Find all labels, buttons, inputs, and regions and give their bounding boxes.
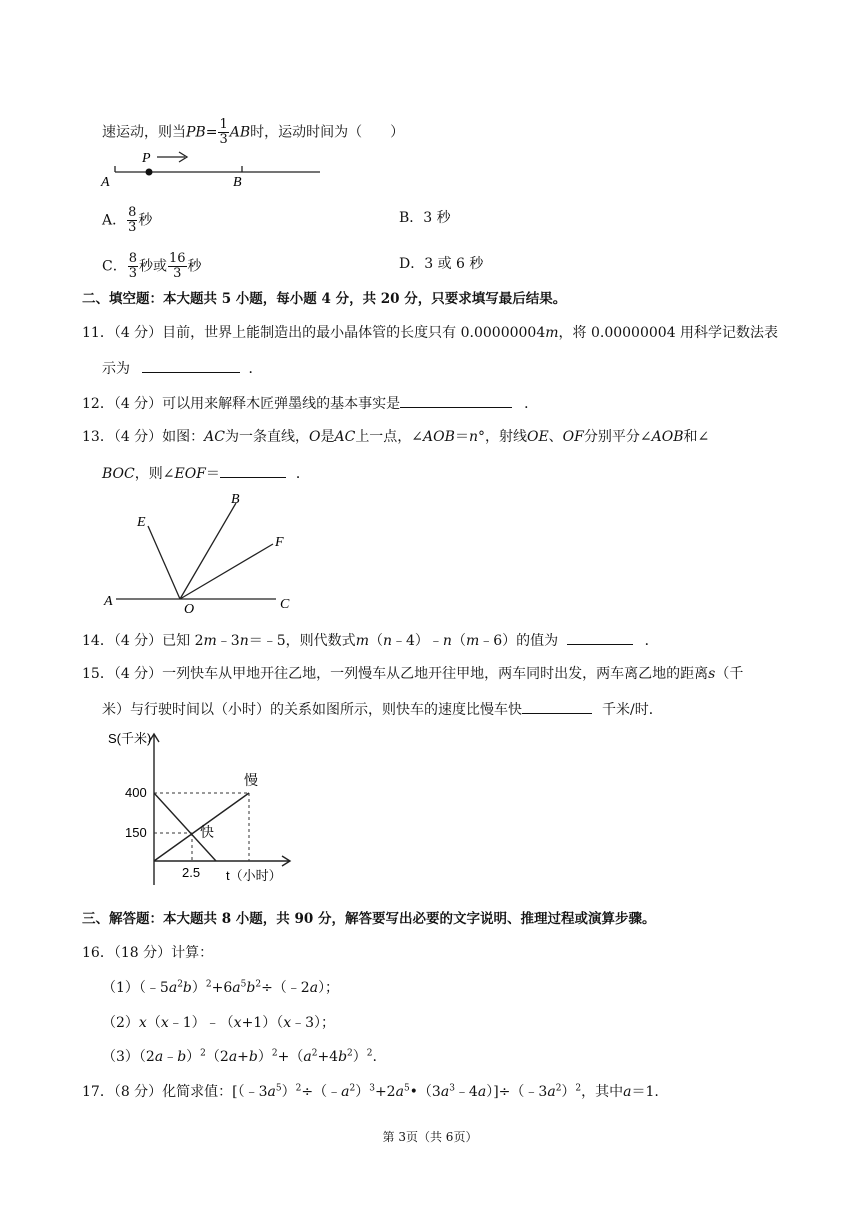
section3-heading: 三、解答题：本大题共 8 小题，共 90 分，解答要写出必要的文字说明、推理过程或演算步骤。 (82, 911, 656, 927)
page-footer: 第 3页（共 6页） (382, 1130, 478, 1144)
slow-label: 慢 (244, 772, 258, 788)
q11-line1: 11．（4 分）目前，世界上能制造出的最小晶体管的长度只有 0.00000004m，将 0.00000004 用科学记数法表 (82, 325, 779, 341)
label-e: E (137, 515, 146, 530)
q12-answer-blank[interactable] (400, 393, 512, 408)
q15-distance-time-chart (108, 725, 298, 895)
q14-line: 14．（4 分）已知 2m﹣3n＝﹣5，则代数式m（n﹣4）﹣n（m﹣6）的值为 ． (82, 630, 659, 650)
section2-heading: 二、填空题：本大题共 5 小题，每小题 4 分，共 20 分，只要求填写最后结果。 (82, 291, 567, 307)
q16-part2: （2）x（x﹣1）﹣（x+1）（x﹣3）； (102, 1015, 336, 1031)
y-axis-label: S(千米) (108, 731, 152, 746)
q13-line2: BOC，则∠EOF＝ ． (102, 463, 310, 483)
label-b: B (231, 492, 240, 507)
q10-option-b: B．3 秒 (399, 210, 451, 226)
label-f: F (275, 535, 284, 550)
q10-ab: AB (229, 124, 251, 141)
q15-answer-blank[interactable] (522, 699, 592, 714)
y-tick-150: 150 (125, 825, 147, 840)
q15-line1: 15．（4 分）一列快车从甲地开往乙地，一列慢车从乙地开往甲地，两车同时出发，两车离乙地的距离s（千 (82, 666, 744, 682)
q10-text-before: 速运动，则当 (102, 124, 186, 141)
q17-line: 17．（8 分）化简求值：$[(﹣3a^5)^2\div(﹣a^2)^3+2a^5•(3a^3﹣4a)]\div(﹣3a^2)^2$，其中a＝1. (82, 1083, 659, 1100)
q12-line: 12．（4 分）可以用来解释木匠弹墨线的基本事实是 ． (82, 393, 538, 413)
q15-line2: 米）与行驶时间以（小时）的关系如图所示，则快车的速度比慢车快 千米/时． (102, 699, 663, 719)
q16-head: 16．（18 分）计算： (82, 945, 214, 961)
label-b: B (233, 175, 242, 190)
q10-eq: = (205, 124, 218, 141)
label-o: O (184, 602, 195, 617)
label-p: P (142, 151, 151, 166)
label-a: A (104, 594, 113, 609)
q14-answer-blank[interactable] (567, 630, 633, 645)
y-tick-400: 400 (125, 785, 147, 800)
fast-label: 快 (200, 824, 214, 840)
q13-line1: 13．（4 分）如图：AC为一条直线，O是AC上一点，∠AOB＝n°，射线OE、OF分别平分∠AOB和∠ (82, 429, 710, 445)
q11-answer-blank[interactable] (142, 358, 240, 373)
q13-angle-figure (96, 488, 306, 618)
q10-pb: PB (186, 124, 206, 141)
q16-part1: $(1)(﹣5a^2b)^2+6a^5b^2\div(﹣2a)$； (102, 979, 340, 996)
x-axis-label: t（小时） (226, 868, 282, 883)
q11-line2: 示为 ． (102, 358, 262, 378)
q13-answer-blank[interactable] (220, 463, 286, 478)
q10-option-c: C． $\frac{8}{3}$ 秒或 $\frac{16}{3}$ 秒 (102, 251, 202, 281)
q10-text-after: 时，运动时间为（ ） (250, 124, 405, 141)
x-tick-2-5: 2.5 (182, 865, 201, 880)
label-a: A (101, 175, 110, 190)
q10-option-a: A． $\frac{8}{3}$ 秒 (102, 205, 153, 235)
q10-option-d: D．3 或 6 秒 (399, 256, 484, 272)
label-c: C (280, 597, 290, 612)
q16-part3: $(3)(2a﹣b)^2(2a+b)^2+(a^2+4b^2)^2$. (102, 1048, 377, 1065)
q10-segment-figure (95, 145, 335, 195)
q10-fraction: $\frac{1}{3}$ (219, 117, 228, 147)
q10-stem (102, 118, 404, 147)
